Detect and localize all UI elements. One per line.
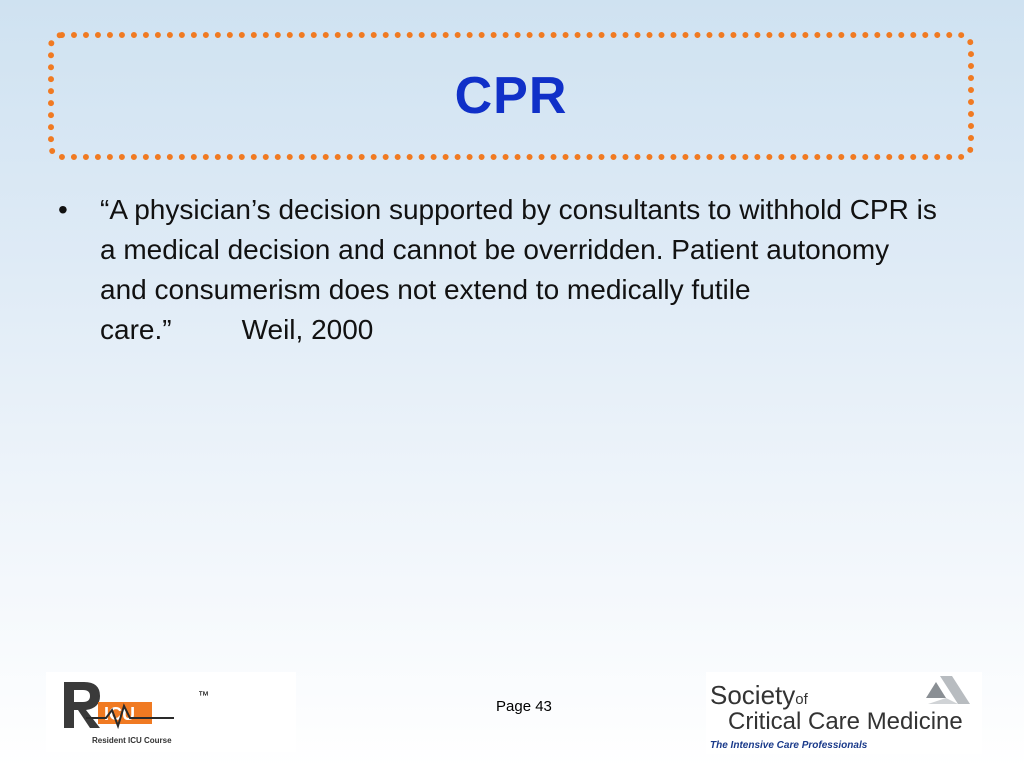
ricu-logo [46,672,296,752]
bullet-marker: • [58,194,68,225]
slide-title: CPR [454,67,568,125]
quote-citation: Weil, 2000 [241,314,374,345]
title-frame [48,32,974,160]
slide-body [58,190,938,350]
sccm-logo [706,672,982,754]
svg-text:ICU: ICU [104,704,135,724]
sccm-org-name: Critical Care Medicine [728,708,963,735]
ricu-subtitle: Resident ICU Course [92,736,172,745]
page-number: Page 43 [496,698,552,715]
sccm-of-word: of [795,691,808,708]
sccm-society-line [710,680,808,711]
sccm-triangle-icon [922,674,972,706]
sccm-society-word: Society [710,680,796,710]
trademark-symbol: ™ [198,690,209,702]
bullet-text-block [100,190,938,350]
quote-text: “A physician’s decision supported by consultants to withhold CPR is a medical decision and cannot be overridden. Patient autonomy and consumerism does not extend to medically futile care.” [100,194,937,345]
sccm-tagline: The Intensive Care Professionals [710,740,868,751]
bullet-item [58,190,938,350]
ricu-logo-mark [54,676,214,732]
